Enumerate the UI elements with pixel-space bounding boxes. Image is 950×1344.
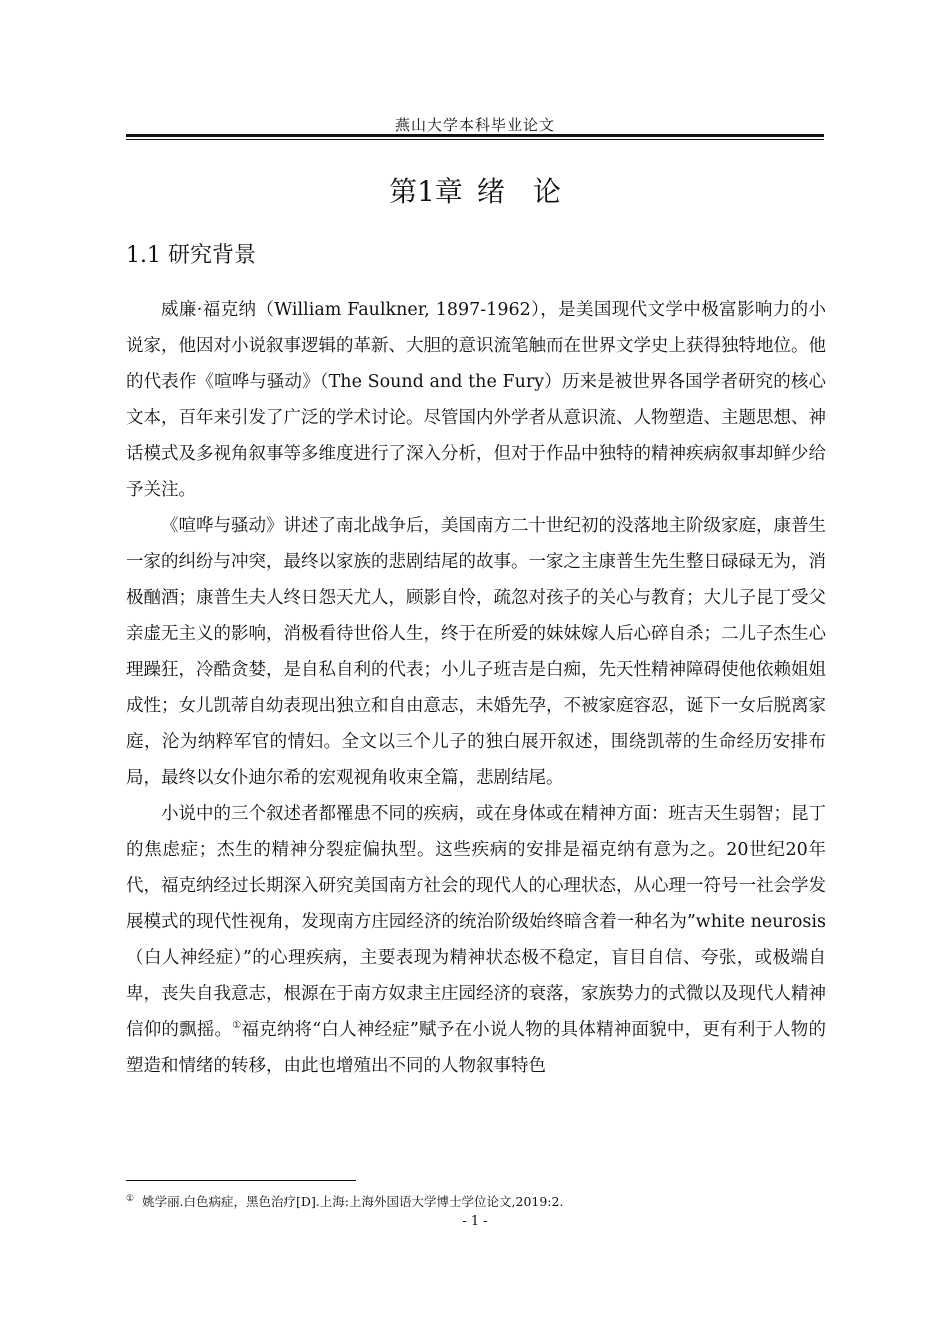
paragraph-1: 威廉·福克纳（William Faulkner, 1897-1962），是美国现代文学中极富影响力的小说家，他因对小说叙事逻辑的革新、大胆的意识流笔触而在世界文学史上获得独特地位。他的代表作《喧哗与骚动》（The Sound and the Fury）历来是被世界各国学者研究的核心文本，百年来引发了广泛的学术讨论。尽管国内外学者从意识流、人物塑造、主题思想、神话模式及多视角叙事等多维度进行了深入分析，但对于作品中独特的精神疾病叙事却鲜少给予关注。 [126, 300, 826, 500]
chapter-word-2: 论 [532, 175, 561, 208]
paragraph-3-part-a: 小说中的三个叙述者都罹患不同的疾病，或在身体或在精神方面：班吉天生弱智；昆丁的焦虑症；杰生的精神分裂症偏执型。这些疾病的安排是福克纳有意为之。20世纪20年代，福克纳经过长期深入研究美国南方社会的现代人的心理状态，从心理一符号一社会学发展模式的现代性视角，发现南方庄园经济的统治阶级始终暗含着一种名为”white neurosis（白人神经症）”的心理疾病，主要表现为精神状态极不稳定，盲目自信、夸张，或极端自卑，丧失自我意志，根源在于南方奴隶主庄园经济的衰落，家族势力的式微以及现代人精神信仰的飘摇。 [126, 804, 826, 1040]
running-header: 燕山大学本科毕业论文 [394, 116, 555, 134]
footnote-mark: ① [126, 1194, 135, 1204]
footnote-reference[interactable]: ① [232, 1020, 242, 1032]
chapter-title [126, 172, 824, 212]
section-heading: 1.1 研究背景 [126, 243, 256, 268]
chapter-number: 第1章 [389, 175, 463, 208]
body-text [126, 292, 826, 1084]
page-number: - 1 - [462, 1214, 488, 1229]
footnote-separator [126, 1180, 356, 1181]
chapter-word-1: 绪 [476, 175, 505, 208]
paragraph-3 [126, 796, 826, 1084]
header-rule-thin [126, 139, 824, 140]
paragraph-3-part-b: 福克纳将“白人神经症”赋予在小说人物的具体精神面貌中，更有利于人物的塑造和情绪的转移，由此也增殖出不同的人物叙事特色 [126, 1020, 827, 1076]
footnote [126, 1190, 826, 1211]
footnote-text: 姚学丽.白色病症，黑色治疗[D].上海:上海外国语大学博士学位论文,2019:2. [142, 1194, 564, 1210]
paragraph-2: 《喧哗与骚动》讲述了南北战争后，美国南方二十世纪初的没落地主阶级家庭，康普生一家的纠纷与冲突，最终以家族的悲剧结尾的故事。一家之主康普生先生整日碌碌无为，消极酗酒；康普生夫人终日怨天尤人，顾影自怜，疏忽对孩子的关心与教育；大儿子昆丁受父亲虚无主义的影响，消极看待世俗人生，终于在所爱的妹妹嫁人后心碎自杀；二儿子杰生心理躁狂，冷酷贪婪，是自私自利的代表；小儿子班吉是白痴，先天性精神障碍使他依赖姐姐成性；女儿凯蒂自幼表现出独立和自由意志，未婚先孕，不被家庭容忍，诞下一女后脱离家庭，沦为纳粹军官的情妇。全文以三个儿子的独白展开叙述，围绕凯蒂的生命经历安排布局，最终以女仆迪尔希的宏观视角收束全篇，悲剧结尾。 [126, 516, 826, 788]
header-rule-thick [126, 134, 824, 137]
